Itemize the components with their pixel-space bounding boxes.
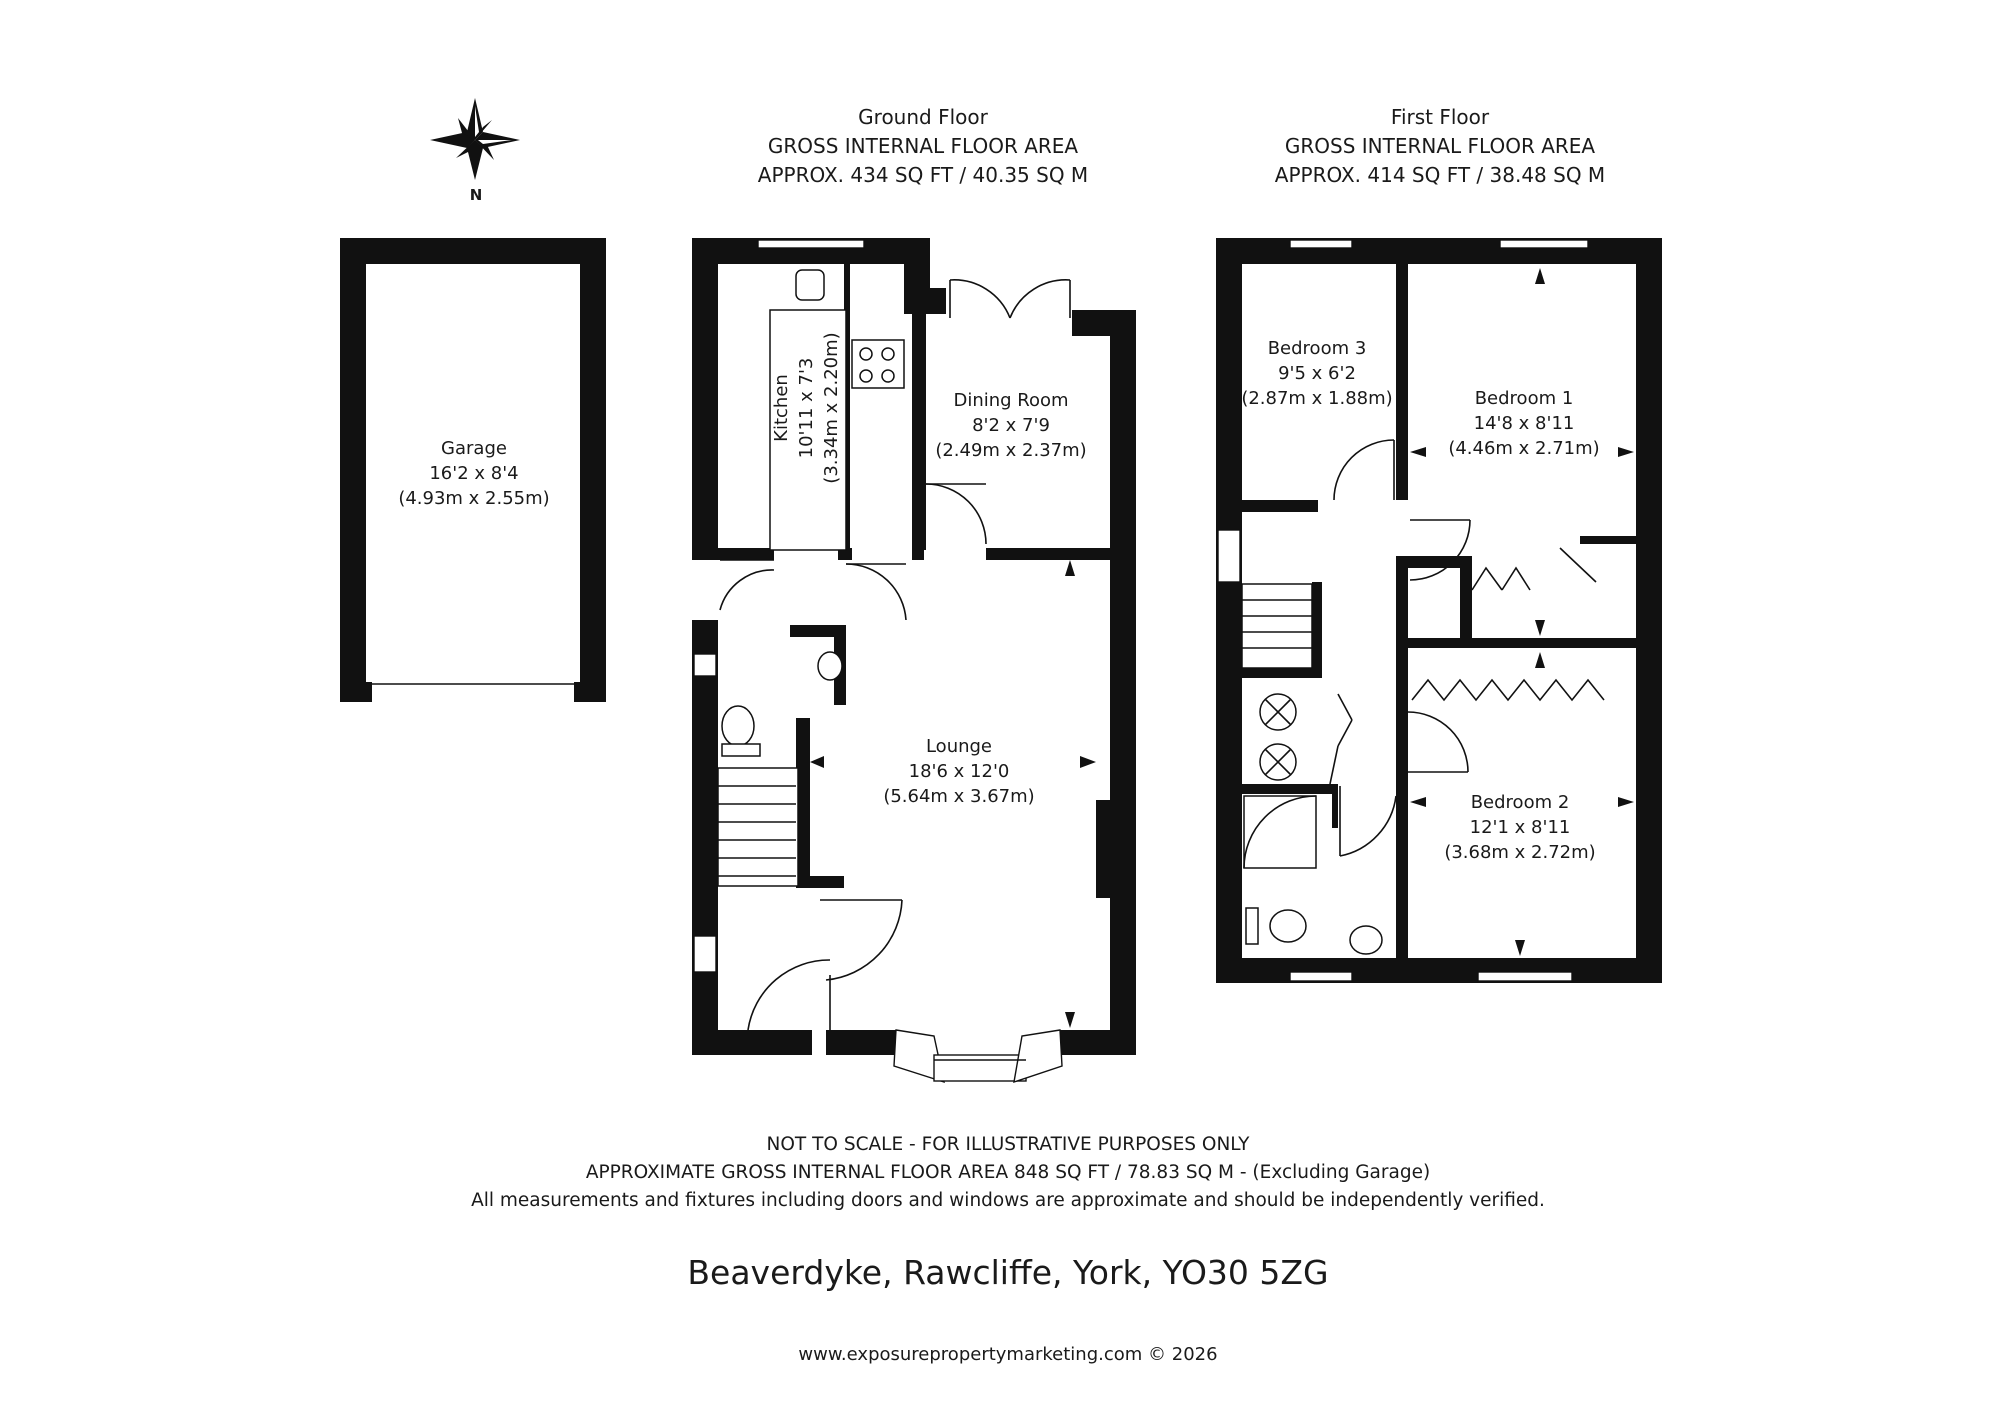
room-dimensions-metric: (4.46m x 2.71m) xyxy=(1448,438,1600,459)
room-dimensions-imperial: 10'11 x 7'3 xyxy=(796,357,817,459)
room-dimensions-imperial: 16'2 x 8'4 xyxy=(429,463,519,484)
garage-label xyxy=(398,438,549,509)
landing-staircase-icon xyxy=(1242,584,1312,668)
room-name: Bedroom 3 xyxy=(1267,338,1367,359)
shower-tray-icon xyxy=(1244,796,1316,868)
ground-floor-plan xyxy=(692,238,1136,1055)
disclaimer-total-area: APPROXIMATE GROSS INTERNAL FLOOR AREA 848 SQ FT / 78.83 SQ M - (Excluding Garage) xyxy=(585,1162,1431,1183)
bedroom-3-label xyxy=(1241,338,1392,409)
hob-icon xyxy=(852,340,904,388)
room-name: Kitchen xyxy=(771,374,792,442)
room-dimensions-metric: (3.34m x 2.20m) xyxy=(821,332,842,484)
room-dimensions-imperial: 18'6 x 12'0 xyxy=(908,761,1010,782)
first-floor-area-label: GROSS INTERNAL FLOOR AREA xyxy=(1284,134,1596,158)
disclaimer-measurements: All measurements and fixtures including doors and windows are approximate and should be independently verified. xyxy=(471,1190,1545,1211)
bathroom-basin-icon xyxy=(1350,926,1382,954)
website-copyright: www.exposurepropertymarketing.com © 2026 xyxy=(798,1344,1218,1365)
room-name: Bedroom 2 xyxy=(1470,792,1570,813)
room-name: Bedroom 1 xyxy=(1474,388,1574,409)
disclaimer-scale: NOT TO SCALE - FOR ILLUSTRATIVE PURPOSES ONLY xyxy=(766,1134,1250,1155)
room-name: Garage xyxy=(441,438,507,459)
room-dimensions-metric: (2.49m x 2.37m) xyxy=(935,440,1087,461)
toilet-icon xyxy=(722,706,754,746)
ground-floor-title: Ground Floor xyxy=(858,105,988,129)
ground-floor-area-label: GROSS INTERNAL FLOOR AREA xyxy=(767,134,1079,158)
bedroom-1-label xyxy=(1448,388,1599,459)
footer-notes xyxy=(471,1134,1545,1211)
bathroom-toilet-icon xyxy=(1270,910,1306,942)
cylinder-cupboard-icon xyxy=(1260,694,1296,780)
first-floor-area-value: APPROX. 414 SQ FT / 38.48 SQ M xyxy=(1274,163,1606,187)
compass-rose-icon xyxy=(430,98,520,180)
wc-basin-icon xyxy=(818,652,842,680)
ground-floor-area-value: APPROX. 434 SQ FT / 40.35 SQ M xyxy=(757,163,1089,187)
lounge-label xyxy=(883,736,1034,807)
room-dimensions-metric: (2.87m x 1.88m) xyxy=(1241,388,1393,409)
room-dimensions-imperial: 9'5 x 6'2 xyxy=(1278,363,1356,384)
room-dimensions-metric: (3.68m x 2.72m) xyxy=(1444,842,1596,863)
room-name: Dining Room xyxy=(953,390,1069,411)
room-dimensions-metric: (5.64m x 3.67m) xyxy=(883,786,1035,807)
ground-floor-heading xyxy=(758,105,1088,187)
bedroom-2-label xyxy=(1444,792,1595,863)
property-address: Beaverdyke, Rawcliffe, York, YO30 5ZG xyxy=(687,1253,1329,1292)
room-dimensions-imperial: 12'1 x 8'11 xyxy=(1469,817,1571,838)
first-floor-title: First Floor xyxy=(1390,105,1490,129)
sink-icon xyxy=(796,270,824,300)
room-name: Lounge xyxy=(925,736,993,757)
compass-north-label: N xyxy=(469,186,483,204)
room-dimensions-imperial: 8'2 x 7'9 xyxy=(972,415,1050,436)
room-dimensions-metric: (4.93m x 2.55m) xyxy=(398,488,550,509)
room-dimensions-imperial: 14'8 x 8'11 xyxy=(1473,413,1575,434)
dining-room-label xyxy=(935,390,1086,461)
first-floor-heading xyxy=(1275,105,1605,187)
